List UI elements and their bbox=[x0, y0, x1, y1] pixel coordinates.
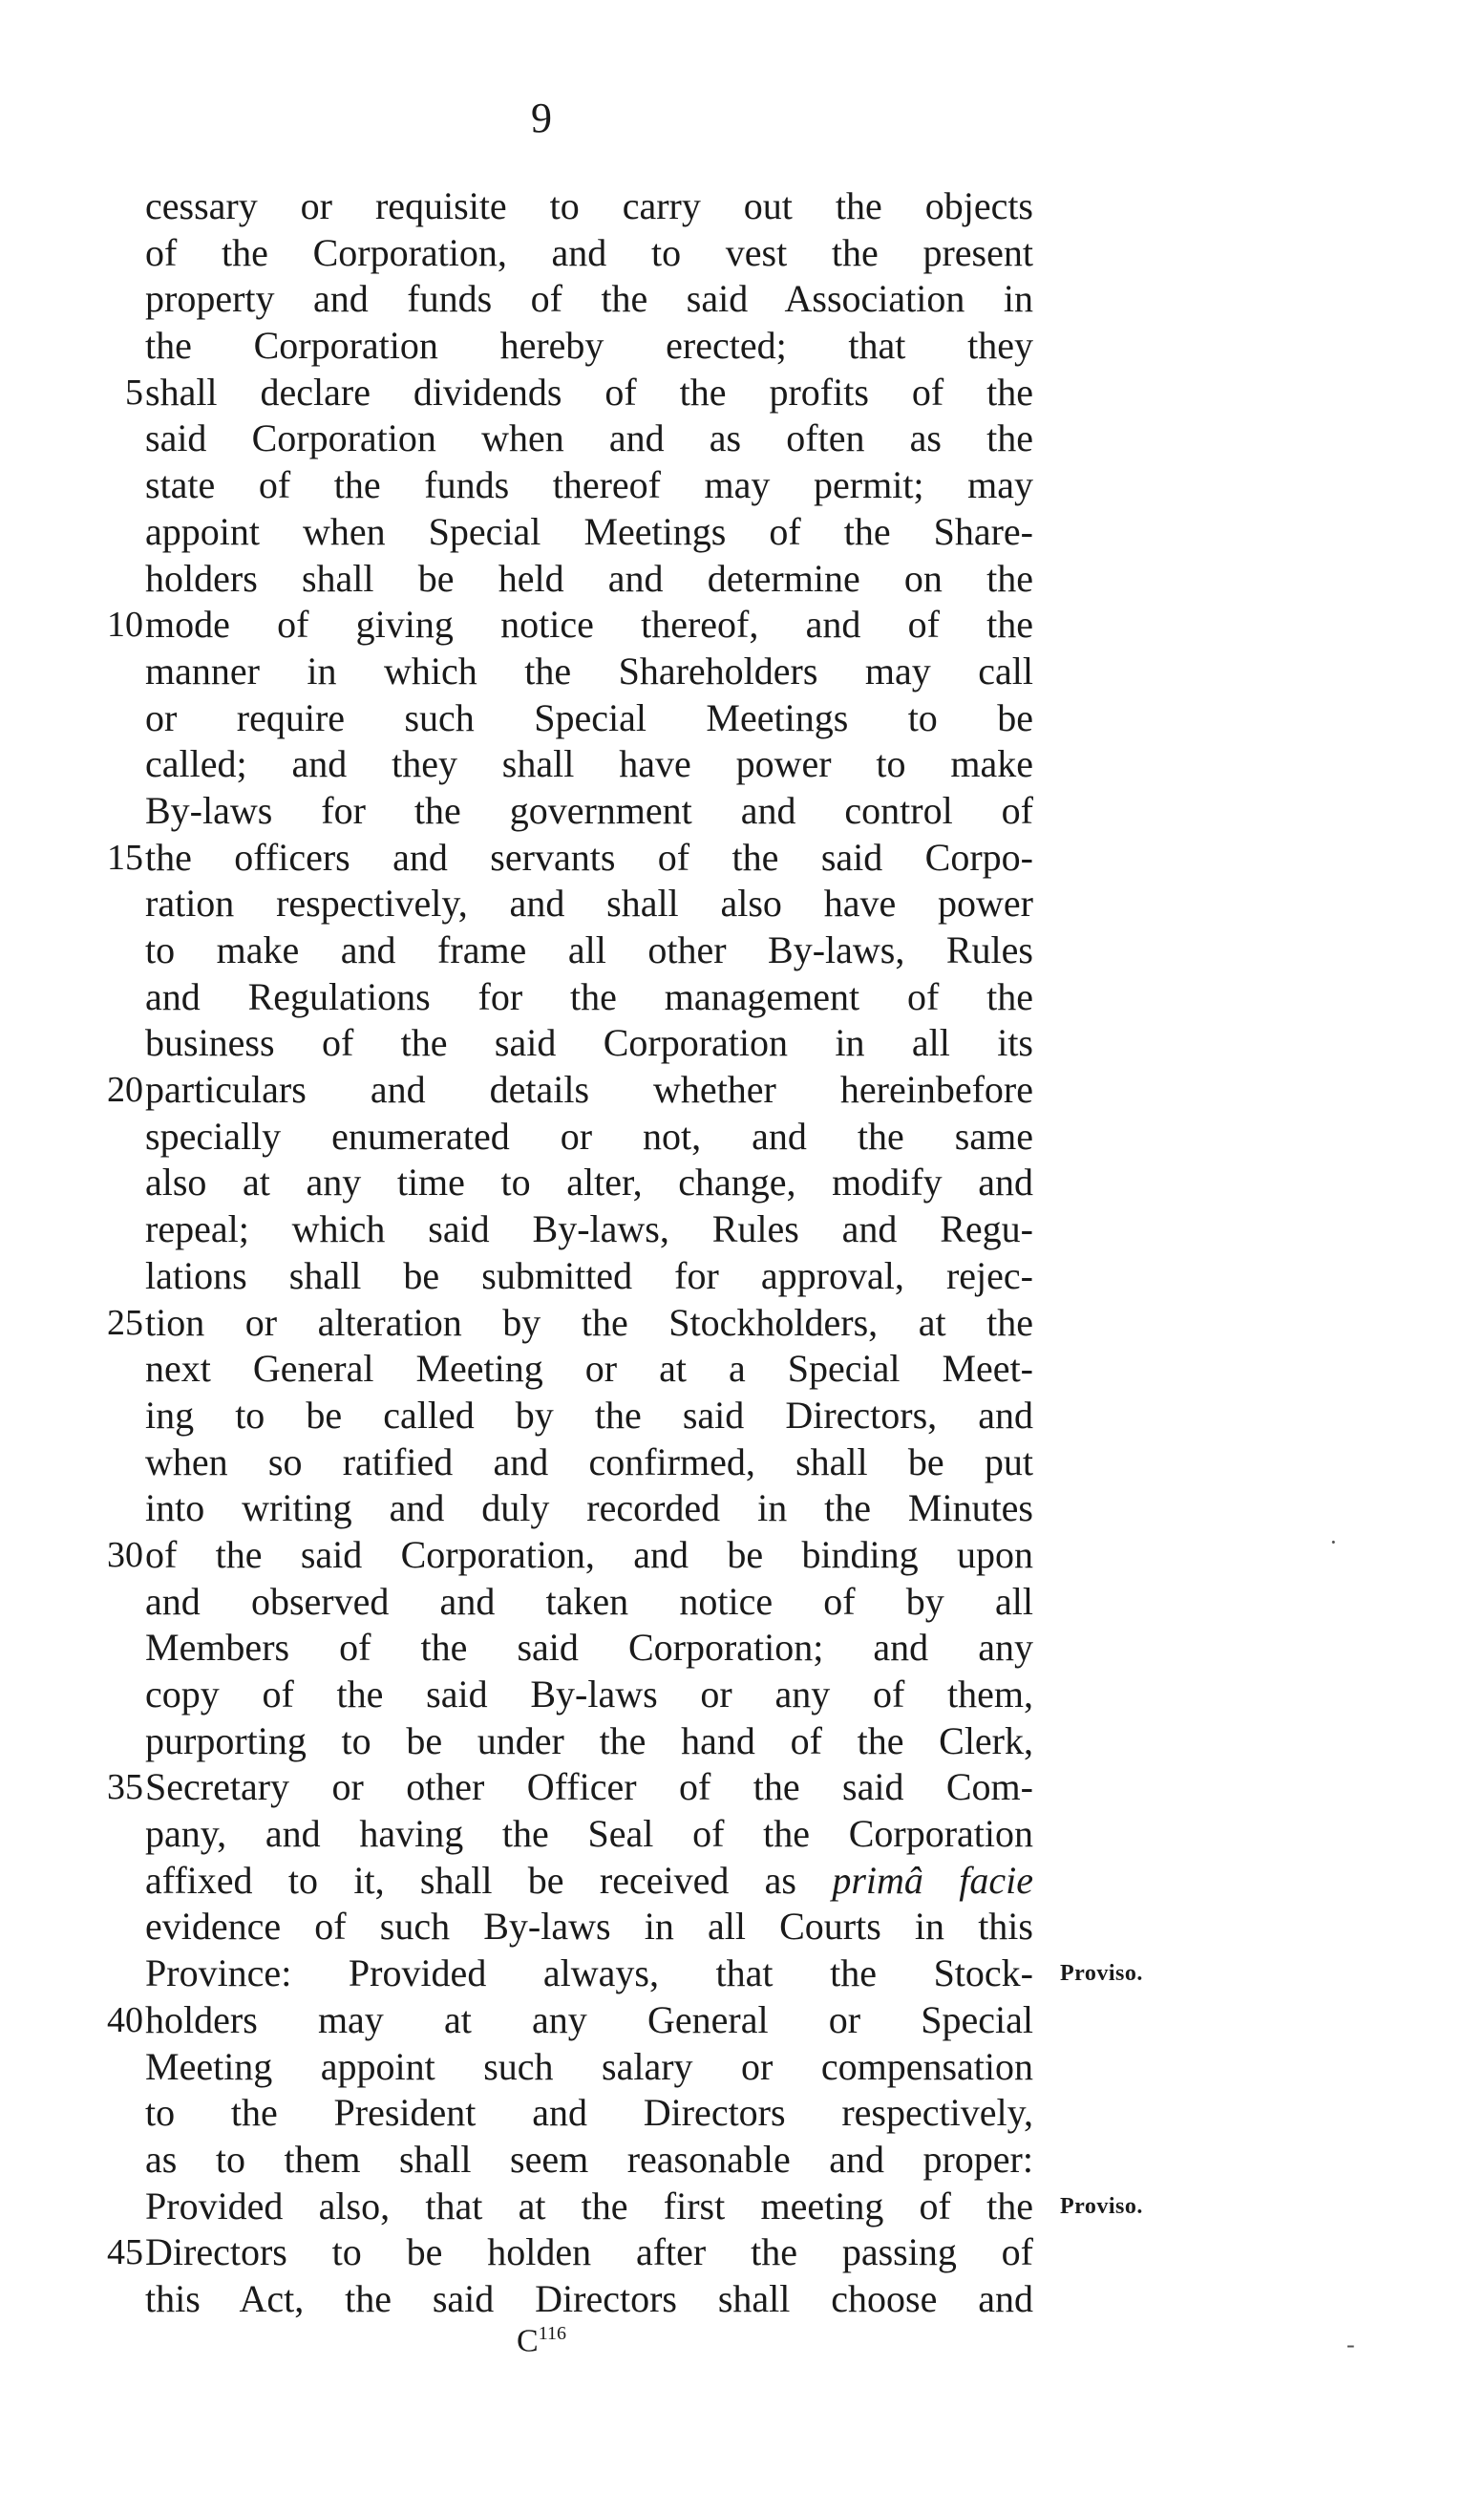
line-text: appoint when Special Meetings of the Share- bbox=[145, 509, 1033, 553]
text-line bbox=[67, 1904, 1146, 1950]
text-line bbox=[67, 1114, 1146, 1161]
line-number: 10 bbox=[107, 605, 143, 646]
text-line bbox=[67, 1718, 1146, 1765]
line-text: Directors to be holden after the passing of bbox=[145, 2230, 1033, 2274]
line-text: holders shall be held and determine on the bbox=[145, 556, 1033, 600]
line-text: affixed to it, shall be received as primâ facie bbox=[145, 1858, 1033, 1902]
line-text: shall declare dividends of the profits of the bbox=[145, 370, 1033, 414]
text-line bbox=[67, 2276, 1146, 2323]
text-line bbox=[67, 1764, 1146, 1811]
line-text: the Corporation hereby erected; that they bbox=[145, 324, 1033, 368]
text-line bbox=[67, 927, 1146, 974]
line-text: property and funds of the said Association in bbox=[145, 277, 1033, 321]
line-text: purporting to be under the hand of the Clerk, bbox=[145, 1718, 1033, 1762]
line-text: lations shall be submitted for approval, rejec- bbox=[145, 1253, 1033, 1297]
line-text: manner in which the Shareholders may call bbox=[145, 649, 1033, 693]
line-number: 5 bbox=[125, 372, 143, 413]
line-text: next General Meeting or at a Special Meet- bbox=[145, 1347, 1033, 1391]
text-line bbox=[67, 1300, 1146, 1347]
text-line bbox=[67, 881, 1146, 927]
text-line bbox=[67, 1625, 1146, 1672]
text-line bbox=[67, 1393, 1146, 1439]
line-number: 20 bbox=[107, 1070, 143, 1111]
text-line bbox=[67, 2044, 1146, 2091]
text-line bbox=[67, 1858, 1146, 1905]
line-text: or require such Special Meetings to be bbox=[145, 695, 1033, 739]
signature-number: 116 bbox=[538, 2323, 566, 2344]
line-number: 30 bbox=[107, 1534, 143, 1575]
line-text: Province: Provided always, that the Stock- bbox=[145, 1951, 1033, 1995]
text-line bbox=[67, 602, 1146, 649]
margin-note-proviso: Proviso. bbox=[1060, 1961, 1143, 1987]
text-line bbox=[67, 1672, 1146, 1718]
signature-letter: C bbox=[517, 2323, 539, 2359]
line-text: copy of the said By-laws or any of them, bbox=[145, 1673, 1033, 1716]
line-text: By-laws for the government and control of bbox=[145, 788, 1033, 832]
text-line bbox=[67, 1253, 1146, 1300]
line-text: when so ratified and confirmed, shall be put bbox=[145, 1439, 1033, 1483]
line-text: and Regulations for the management of the bbox=[145, 974, 1033, 1018]
line-number: 45 bbox=[107, 2232, 143, 2273]
line-text: repeal; which said By-laws, Rules and Regu- bbox=[145, 1207, 1033, 1251]
line-text: pany, and having the Seal of the Corporation bbox=[145, 1812, 1033, 1856]
text-line bbox=[67, 649, 1146, 695]
body-text bbox=[67, 183, 1146, 2323]
line-text: evidence of such By-laws in all Courts in this bbox=[145, 1905, 1033, 1949]
text-line bbox=[67, 183, 1146, 230]
text-line bbox=[67, 2090, 1146, 2137]
text-line bbox=[67, 835, 1146, 882]
latin-phrase: primâ facie bbox=[832, 1858, 1033, 1902]
line-text: to the President and Directors respectively, bbox=[145, 2091, 1033, 2135]
text-line bbox=[67, 276, 1146, 323]
line-text: tion or alteration by the Stockholders, at the bbox=[145, 1300, 1033, 1344]
text-line bbox=[67, 556, 1146, 603]
line-text: state of the funds thereof may permit; may bbox=[145, 463, 1033, 507]
line-text: ing to be called by the said Directors, and bbox=[145, 1393, 1033, 1437]
line-text: Secretary or other Officer of the said Com- bbox=[145, 1765, 1033, 1809]
line-text: the officers and servants of the said Corpo- bbox=[145, 835, 1033, 879]
line-text: ration respectively, and shall also have power bbox=[145, 882, 1033, 926]
line-text: and observed and taken notice of by all bbox=[145, 1579, 1033, 1623]
line-text: Members of the said Corporation; and any bbox=[145, 1626, 1033, 1670]
margin-note-proviso: Proviso. bbox=[1060, 2193, 1143, 2219]
text-line bbox=[67, 741, 1146, 788]
text-line bbox=[67, 1811, 1146, 1858]
line-text: particulars and details whether hereinbefore bbox=[145, 1068, 1033, 1112]
text-line bbox=[67, 2229, 1146, 2276]
line-number: 15 bbox=[107, 837, 143, 878]
page-number: 9 bbox=[531, 95, 552, 141]
text-line bbox=[67, 1020, 1146, 1067]
line-text: as to them shall seem reasonable and proper: bbox=[145, 2137, 1033, 2181]
line-text: Provided also, that at the first meeting of the bbox=[145, 2184, 1033, 2228]
line-text: into writing and duly recorded in the Minutes bbox=[145, 1486, 1033, 1530]
line-text: holders may at any General or Special bbox=[145, 1997, 1033, 2041]
text-line bbox=[67, 1997, 1146, 2044]
text-line bbox=[67, 2137, 1146, 2184]
line-text: cessary or requisite to carry out the objects bbox=[145, 184, 1033, 227]
text-line bbox=[67, 1579, 1146, 1626]
line-text: to make and frame all other By-laws, Rules bbox=[145, 928, 1033, 971]
stray-mark: · bbox=[1329, 1528, 1338, 1556]
line-text: business of the said Corporation in all its bbox=[145, 1021, 1033, 1065]
line-text: also at any time to alter, change, modify and bbox=[145, 1161, 1033, 1204]
text-line bbox=[67, 1206, 1146, 1253]
text-line bbox=[67, 695, 1146, 742]
line-text: this Act, the said Directors shall choose and bbox=[145, 2276, 1033, 2320]
line-text: mode of giving notice thereof, and of the bbox=[145, 603, 1033, 647]
line-text: of the Corporation, and to vest the present bbox=[145, 230, 1033, 274]
line-number: 35 bbox=[107, 1767, 143, 1808]
line-text: of the said Corporation, and be binding upon bbox=[145, 1532, 1033, 1576]
text-line bbox=[67, 1160, 1146, 1206]
line-text: Meeting appoint such salary or compensation bbox=[145, 2044, 1033, 2088]
line-number: 40 bbox=[107, 1999, 143, 2040]
line-number: 25 bbox=[107, 1302, 143, 1343]
text-line bbox=[67, 370, 1146, 416]
signature-mark bbox=[0, 2323, 1283, 2359]
text-line bbox=[67, 1067, 1146, 1114]
text-line bbox=[67, 323, 1146, 370]
text-line bbox=[67, 1532, 1146, 1579]
text-line bbox=[67, 1346, 1146, 1393]
text-line bbox=[67, 974, 1146, 1021]
text-line bbox=[67, 1485, 1146, 1532]
text-line bbox=[67, 230, 1146, 277]
line-text: called; and they shall have power to make bbox=[145, 742, 1033, 786]
text-line bbox=[67, 462, 1146, 509]
text-line bbox=[67, 509, 1146, 556]
text-line bbox=[67, 416, 1146, 462]
stray-dash: - bbox=[1346, 2331, 1355, 2358]
text-line bbox=[67, 1439, 1146, 1486]
line-text: specially enumerated or not, and the same bbox=[145, 1114, 1033, 1158]
line-text: said Corporation when and as often as the bbox=[145, 416, 1033, 460]
text-line bbox=[67, 1950, 1146, 1997]
text-line bbox=[67, 2184, 1146, 2230]
text-line bbox=[67, 788, 1146, 835]
